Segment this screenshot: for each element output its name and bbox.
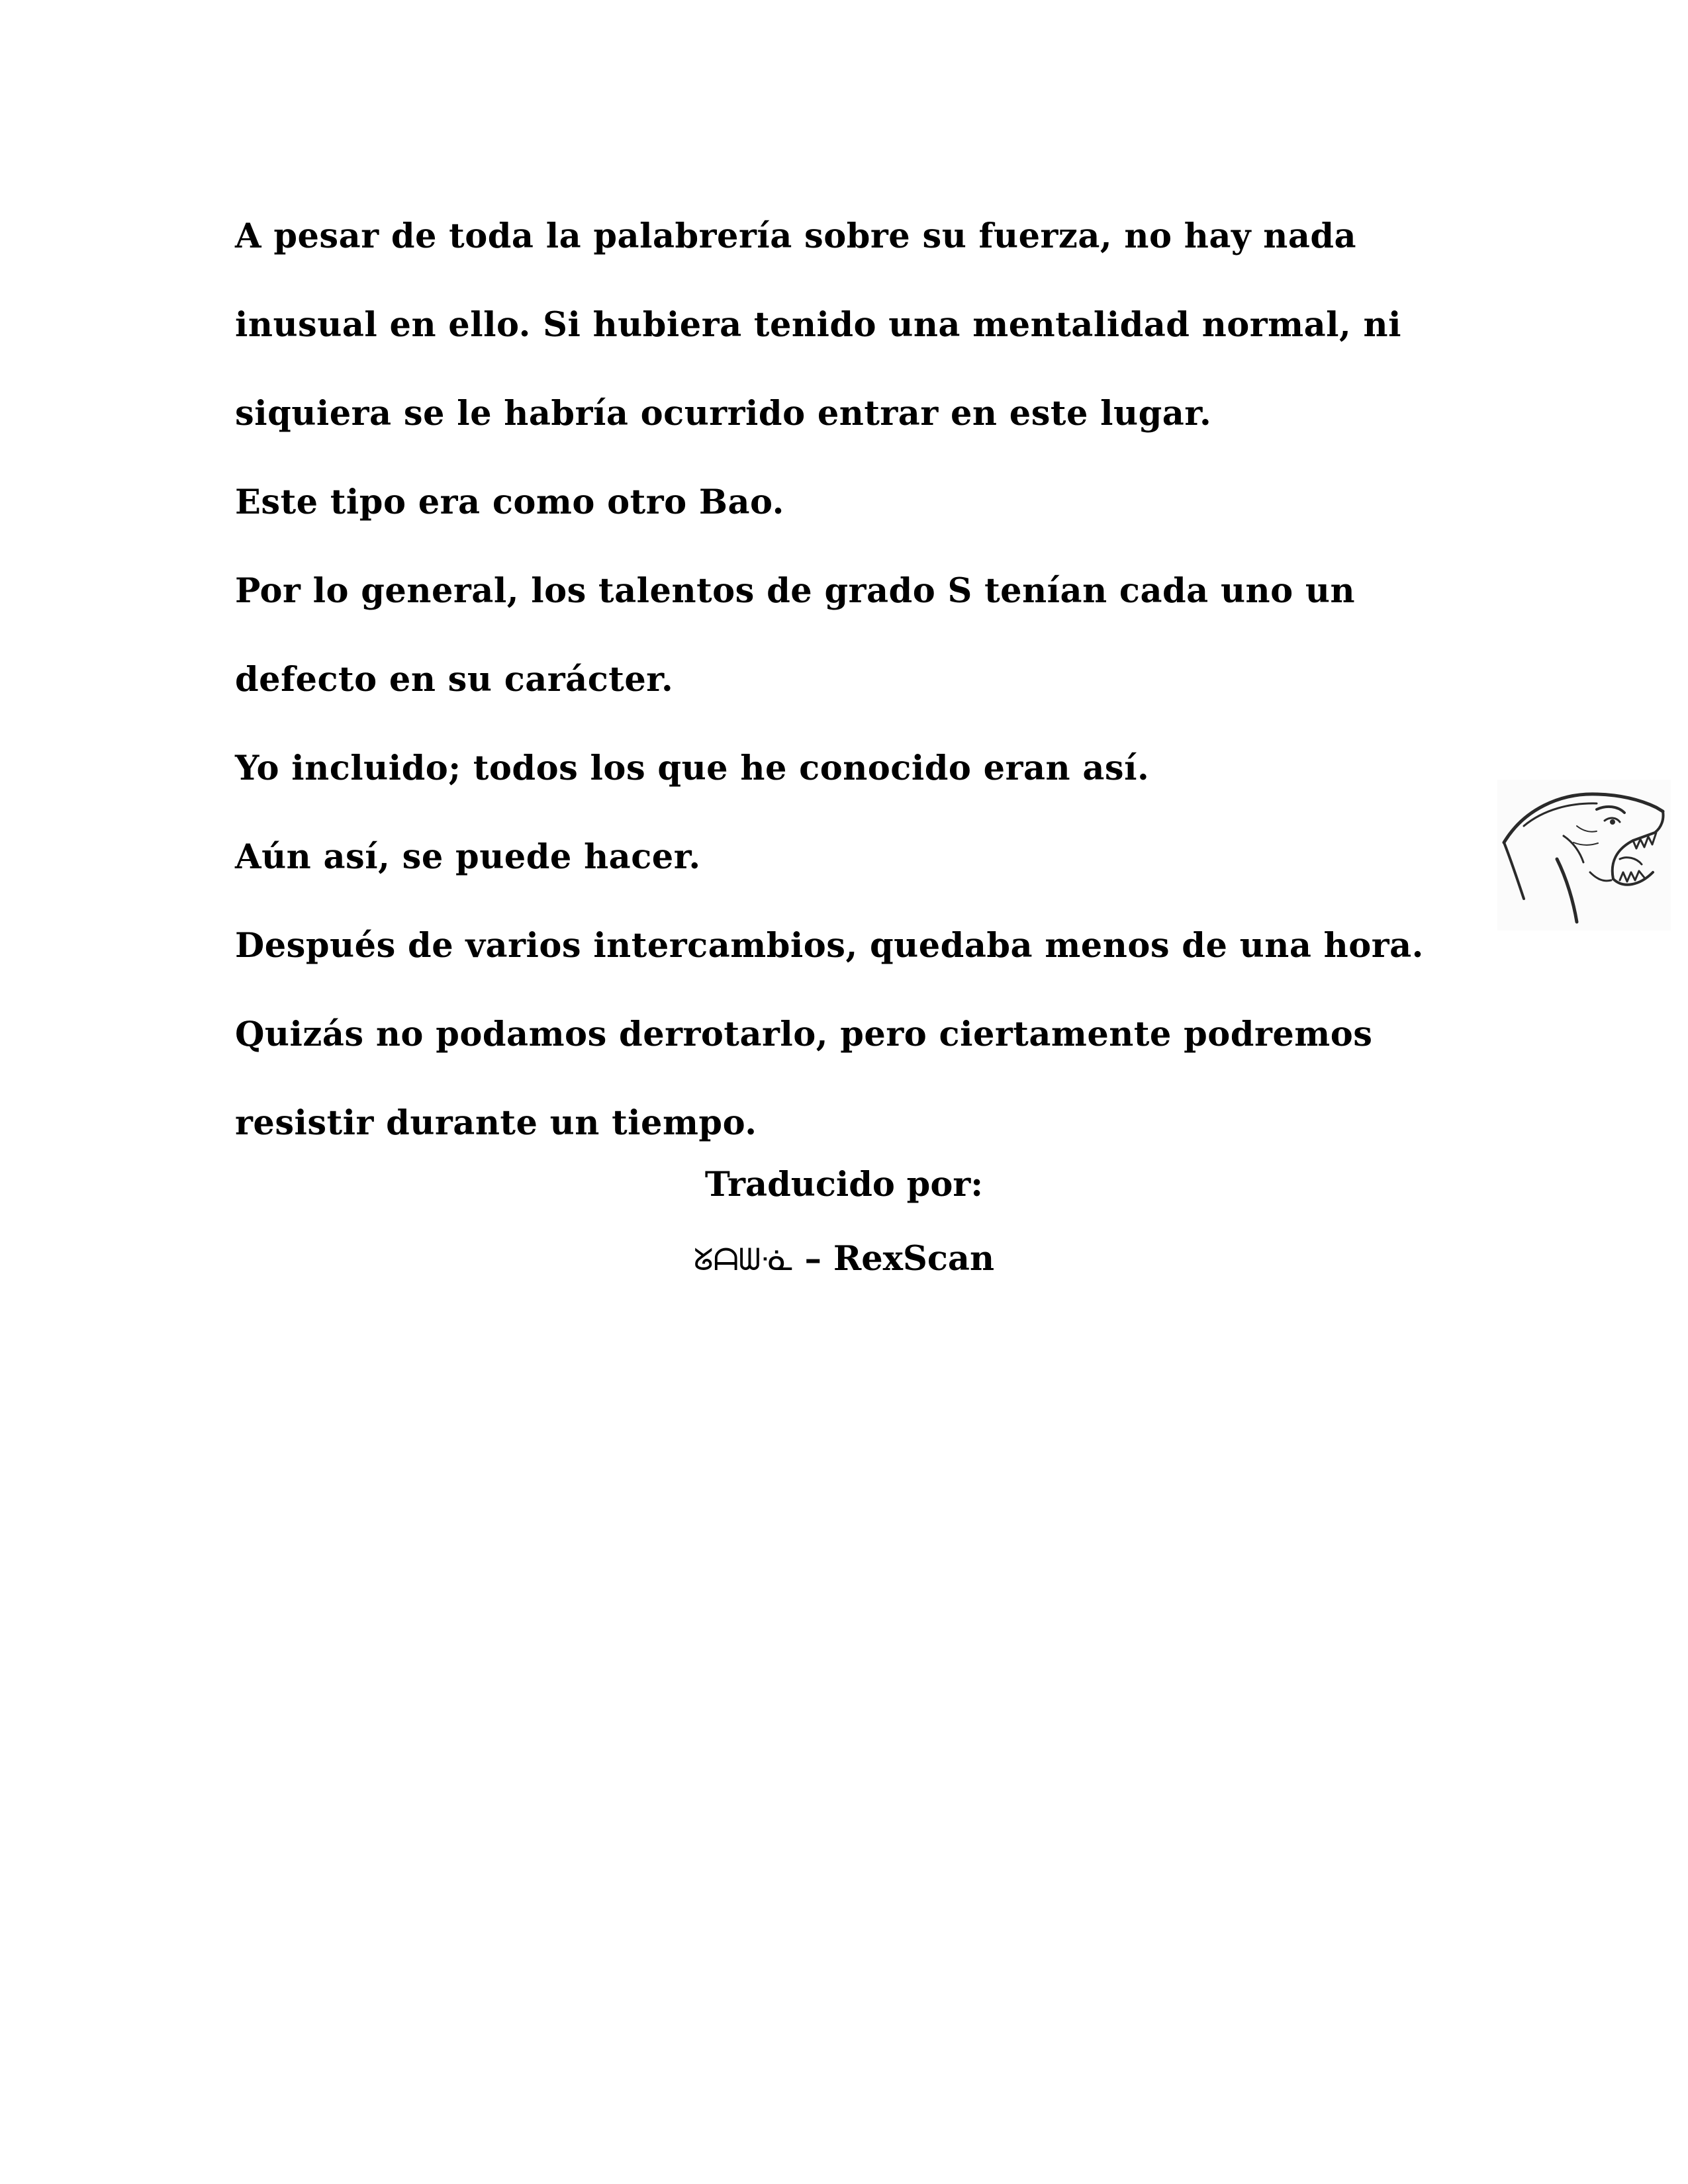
text-line: Yo incluido; todos los que he conocido eran así. bbox=[235, 749, 1150, 788]
text-line: Aún así, se puede hacer. bbox=[235, 837, 701, 877]
credits-line bbox=[0, 1239, 1688, 1279]
group-name: RexScan bbox=[833, 1239, 995, 1279]
text-line: Quizás no podamos derrotarlo, pero ciertamente podremos bbox=[235, 1015, 1373, 1054]
text-line: inusual en ello. Si hubiera tenido una mentalidad normal, ni bbox=[235, 305, 1402, 345]
credits-separator: – bbox=[792, 1239, 833, 1279]
dinosaur-head-icon bbox=[1497, 780, 1671, 931]
text-line: Este tipo era como otro Bao. bbox=[235, 482, 784, 522]
credits-label: Traducido por: bbox=[704, 1165, 984, 1205]
translator-handle: ᘜᗩᗯᓍ bbox=[693, 1242, 793, 1277]
text-line: siquiera se le habría ocurrido entrar en este lugar. bbox=[235, 394, 1212, 433]
body-text bbox=[235, 192, 1493, 1167]
text-line: A pesar de toda la palabrería sobre su fuerza, no hay nada bbox=[235, 216, 1357, 256]
text-line: resistir durante un tiempo. bbox=[235, 1103, 757, 1143]
text-line: Después de varios intercambios, quedaba menos de una hora. bbox=[235, 926, 1424, 966]
text-line: defecto en su carácter. bbox=[235, 660, 674, 700]
text-line: Por lo general, los talentos de grado S tenían cada uno un bbox=[235, 571, 1356, 611]
